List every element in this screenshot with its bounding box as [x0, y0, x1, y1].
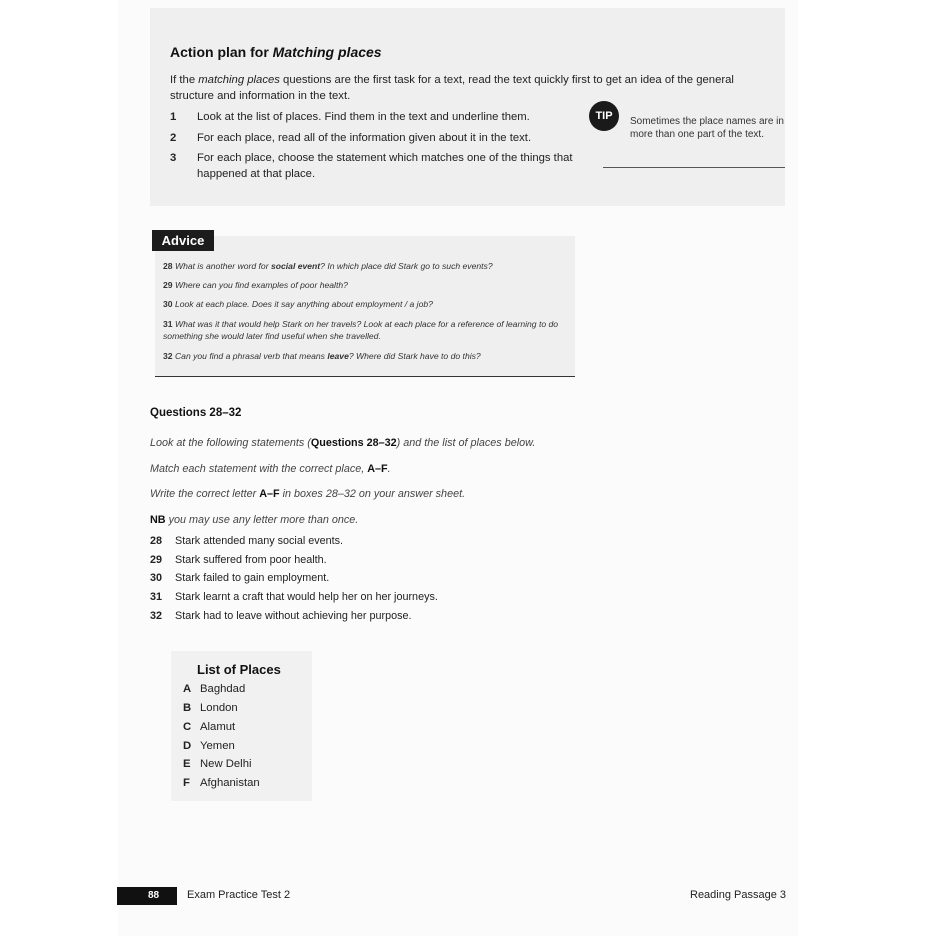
advice-label: Advice — [152, 230, 214, 251]
advice-item: 32 Can you find a phrasal verb that means leave? Where did Stark have to do this? — [163, 351, 481, 361]
step-number: 1 — [170, 111, 177, 123]
instruction-line: Look at the following statements (Questions 28–32) and the list of places below. — [150, 437, 536, 449]
tip-divider — [603, 167, 785, 168]
advice-item: 31 What was it that would help Stark on her travels? Look at each place for a reference of learning to do something she would later find useful when she travelled. — [163, 319, 559, 341]
footer-section-title: Reading Passage 3 — [690, 889, 787, 901]
tip-text: Sometimes the place names are in more than one part of the text. — [630, 116, 784, 140]
advice-item: 29 Where can you find examples of poor health? — [163, 280, 348, 290]
footer-page-bar — [117, 887, 177, 905]
tip-badge: TIP — [589, 101, 619, 131]
step-text: For each place, choose the statement which matches one of the things that happened at that place. — [197, 152, 573, 180]
advice-item: 30 Look at each place. Does it say anything about employment / a job? — [163, 299, 433, 309]
step-number: 3 — [170, 152, 177, 164]
step-text: Look at the list of places. Find them in the text and underline them. — [197, 111, 530, 123]
advice-item: 28 What is another word for social event? In which place did Stark go to such events? — [163, 261, 493, 271]
action-plan-title: Action plan for Matching places — [170, 44, 382, 60]
page-number: 88 — [148, 890, 160, 901]
places-title: List of Places — [197, 662, 281, 677]
action-plan-intro: If the matching places questions are the first task for a text, read the text quickly first to get an idea of the general structure and information in the text. — [170, 74, 734, 102]
footer-test-title: Exam Practice Test 2 — [187, 889, 291, 901]
instruction-line: Match each statement with the correct place, A–F. — [150, 463, 391, 475]
instruction-line: Write the correct letter A–F in boxes 28–32 on your answer sheet. — [150, 488, 466, 500]
step-number: 2 — [170, 132, 177, 144]
step-text: For each place, read all of the information given about it in the text. — [197, 132, 532, 144]
nb-note: NB you may use any letter more than once. — [150, 514, 359, 526]
questions-heading: Questions 28–32 — [150, 407, 242, 419]
